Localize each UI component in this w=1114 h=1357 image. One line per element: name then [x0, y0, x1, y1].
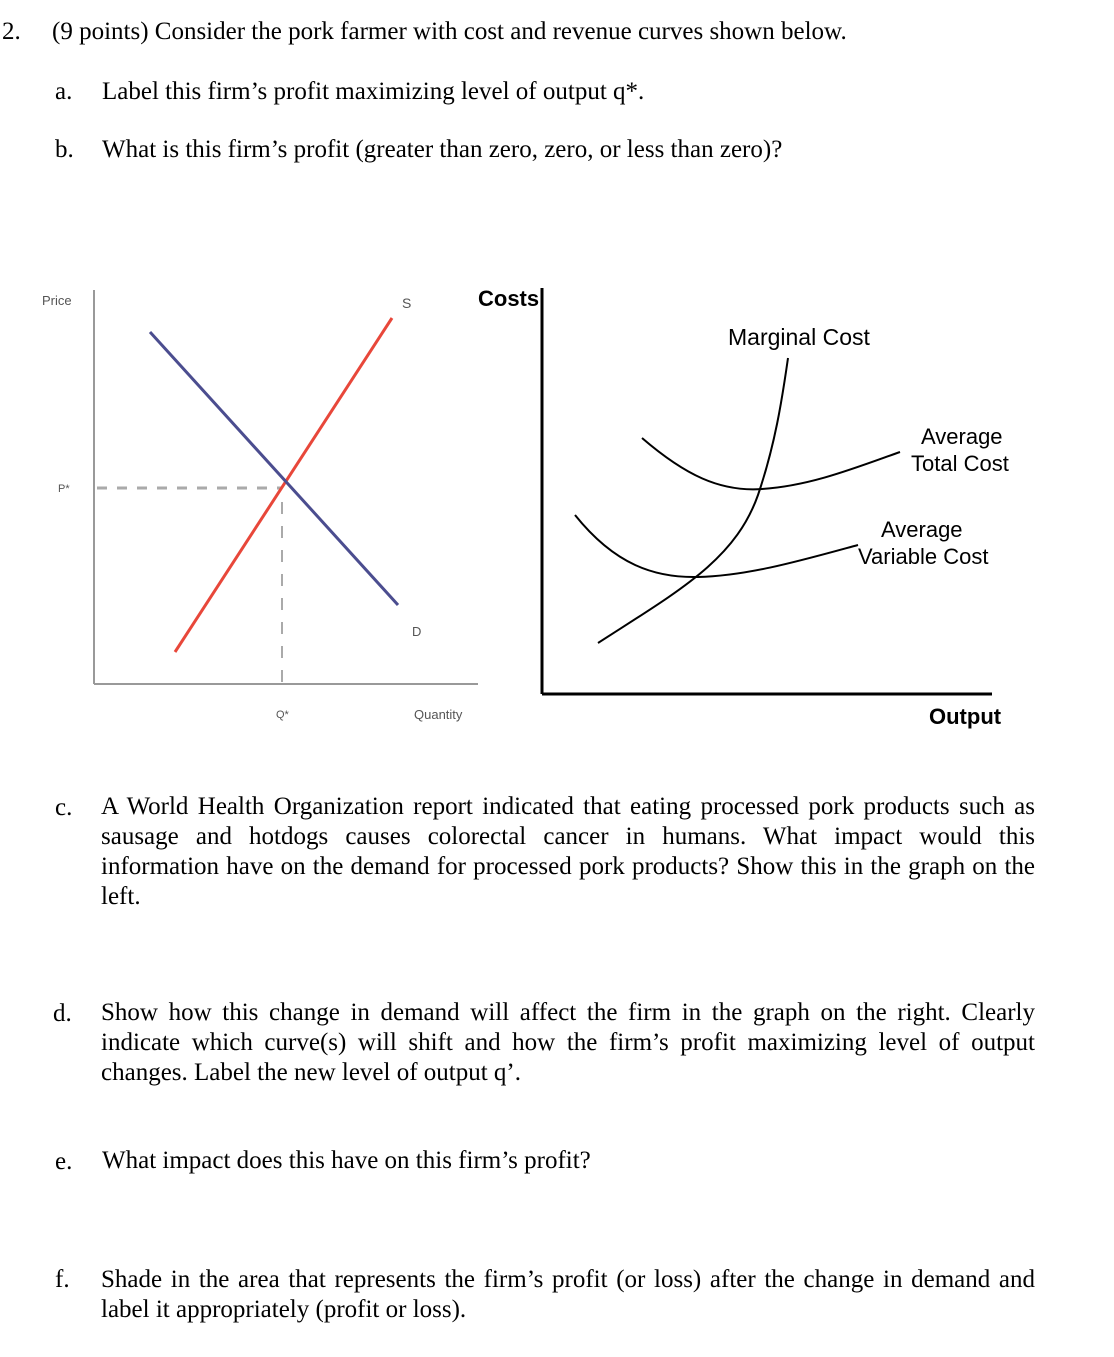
- marginal-cost-curve: [598, 358, 788, 643]
- part-d-line: Show how this change in demand will affect the firm in the graph on the right. Clearly: [101, 999, 1035, 1026]
- cost-graph: [478, 270, 1009, 740]
- part-d-marker: d.: [53, 1000, 72, 1027]
- atc-label-line-2: Total Cost: [911, 451, 1009, 476]
- part-c-line: A World Health Organization report indicated that eating processed pork products such as: [101, 793, 1035, 820]
- cost-x-axis-label: Output: [929, 704, 1002, 729]
- average-variable-cost-curve: [575, 515, 858, 577]
- demand-curve: [150, 332, 398, 605]
- part-f-line: label it appropriately (profit or loss).: [101, 1296, 467, 1323]
- part-e-text: What impact does this have on this firm’s profit?: [102, 1147, 591, 1174]
- part-d-line: indicate which curve(s) will shift and how the firm’s profit maximizing level of output: [101, 1029, 1035, 1056]
- part-e-marker: e.: [55, 1148, 73, 1175]
- supply-label: S: [402, 295, 412, 311]
- part-c-text: [101, 792, 1035, 912]
- part-b-text: What is this firm’s profit (greater than zero, zero, or less than zero)?: [102, 136, 783, 163]
- part-d-line: changes. Label the new level of output q’.: [101, 1059, 521, 1086]
- avc-label-line-2: Variable Cost: [858, 544, 989, 569]
- market-graph: [0, 270, 500, 740]
- part-f-marker: f.: [55, 1266, 70, 1293]
- part-a-text: Label this firm’s profit maximizing level of output q*.: [102, 78, 645, 105]
- marginal-cost-label: Marginal Cost: [728, 324, 870, 350]
- part-a-marker: a.: [55, 78, 73, 105]
- part-f-line: Shade in the area that represents the firm’s profit (or loss) after the change in demand and: [101, 1266, 1035, 1293]
- question-number: 2.: [2, 18, 21, 45]
- market-y-axis-label: Price: [42, 293, 72, 308]
- supply-curve: [175, 318, 392, 652]
- market-quantity-eq-label: Q*: [276, 709, 289, 721]
- part-f-text: [101, 1265, 1035, 1325]
- demand-label: D: [412, 624, 422, 639]
- part-c-line: sausage and hotdogs causes colorectal cancer in humans. What impact would this: [101, 823, 1035, 850]
- market-x-axis-label: Quantity: [414, 707, 463, 722]
- part-c-line: information have on the demand for processed pork products? Show this in the graph on the: [101, 853, 1035, 880]
- average-total-cost-curve: [642, 438, 900, 489]
- part-d-text: [101, 998, 1035, 1088]
- avc-label-line-1: Average: [881, 517, 963, 542]
- part-c-marker: c.: [55, 794, 73, 821]
- cost-y-axis-label: Costs: [478, 286, 540, 311]
- part-c-line: left.: [101, 883, 141, 910]
- part-b-marker: b.: [55, 136, 74, 163]
- atc-label-line-1: Average: [921, 424, 1003, 449]
- market-price-eq-label: P*: [58, 483, 70, 495]
- question-header: (9 points) Consider the pork farmer with cost and revenue curves shown below.: [52, 18, 847, 45]
